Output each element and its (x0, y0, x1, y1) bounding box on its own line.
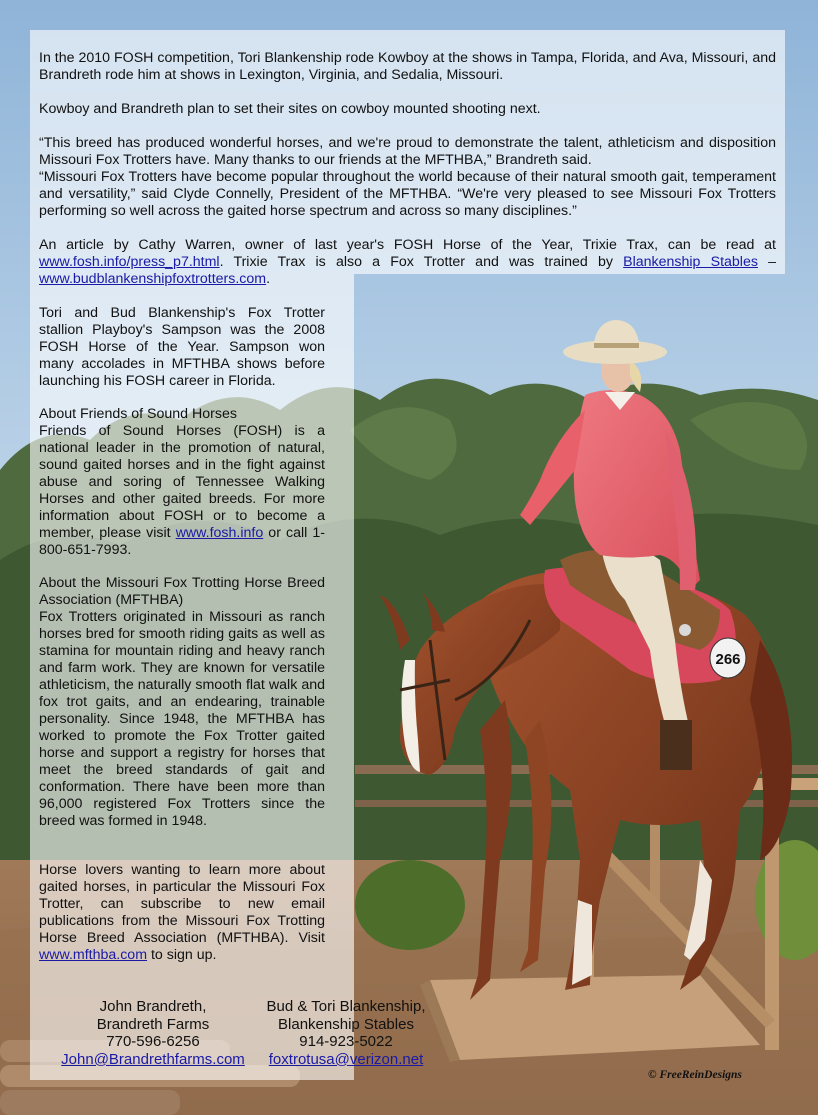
heading-about-mfthba: About the Missouri Fox Trotting Horse Breed Association (MFTHBA) (39, 575, 325, 608)
paragraph-fosh-competition: In the 2010 FOSH competition, Tori Blankenship rode Kowboy at the shows in Tampa, Florida, and Ava, Missouri, and Brandreth rode him at shows in Lexington, Virginia, and Sedalia, Missouri. (39, 50, 776, 83)
paragraph-brandreth-quote: “This breed has produced wonderful horses, and we're proud to demonstrate the talent, athleticism and disposition Missouri Fox Trotters have. Many thanks to our friends at the MFTHBA,” Brandreth said. (39, 135, 776, 168)
contact-org: Blankenship Stables (278, 1015, 414, 1033)
contact-brandreth (32, 998, 274, 1068)
contact-name: Bud & Tori Blankenship, (266, 998, 426, 1015)
link-blankenship-stables[interactable]: Blankenship Stables (623, 254, 758, 270)
paragraph-about-mfthba: Fox Trotters originated in Missouri as ranch horses bred for smooth riding gaits as well as stamina for mountain riding and heavy ranch and farm work. They are known for versatile athleticism, the naturally smooth flat walk and fox trot gaits, and an endearing, trainable personality. Since 1948, the MFTHBA has worked to promote the Fox Trotter gaited horse and support a registry for horses that meet the breed standards of gait and conformation. There have been more than 96,000 registered Fox Trotters since the breed was formed in 1948. (39, 609, 325, 829)
heading-about-fosh: About Friends of Sound Horses (39, 406, 237, 422)
article-text-middle: . Trixie Trax is also a Fox Trotter and was trained by (219, 254, 624, 270)
saddle-number: 266 (715, 651, 741, 668)
article-text-lead: An article by Cathy Warren, owner of last year's FOSH Horse of the Year, Trixie Trax, can be read at (39, 237, 776, 253)
article-text-dash: – (757, 254, 776, 270)
copyright-credit: © FreeReinDesigns (648, 1069, 742, 1081)
contact-email-link[interactable]: foxtrotusa@verizon.net (268, 1050, 424, 1068)
link-mfthba[interactable]: www.mfthba.com (39, 947, 148, 963)
link-budblankenship-foxtrotters[interactable]: www.budblankenshipfoxtrotters.com (39, 271, 267, 287)
contact-org: Brandreth Farms (96, 1015, 210, 1033)
contact-phone: 770-596-6256 (106, 1033, 200, 1051)
contact-phone: 914-923-5022 (299, 1033, 393, 1051)
horse-lovers-tail-text: to sign up. (147, 947, 217, 963)
paragraph-about-fosh (39, 423, 325, 559)
paragraph-cathy-warren-article (39, 237, 776, 288)
link-fosh-press[interactable]: www.fosh.info/press_p7.html (39, 254, 220, 270)
article-text-end: . (266, 271, 271, 287)
horse-lovers-text: Horse lovers wanting to learn more about gaited horses, in particular the Missouri Fox Trotter, can subscribe to new email publications from the Missouri Fox Trotting Horse Breed Association (MFTHBA). Visit (39, 862, 325, 946)
contact-blankenship (246, 998, 446, 1068)
paragraph-connelly-quote: “Missouri Fox Trotters have become popular throughout the world because of their natural smooth gait, temperament and versatility,” said Clyde Connelly, President of the MFTHBA. “We're very pleased to see Missouri Fox Trotters performing so well across the gaited horse spectrum and across so many disciplines.” (39, 169, 776, 219)
paragraph-cowboy-shooting: Kowboy and Brandreth plan to set their sites on cowboy mounted shooting next. (39, 101, 541, 117)
link-fosh-info[interactable]: www.fosh.info (175, 525, 264, 541)
fosh-phone-text: or call 1-800-651-7993. (39, 525, 325, 558)
fosh-body-text: Friends of Sound Horses (FOSH) is a national leader in the promotion of natural, sound gaited horses and in the fight against abuse and soring of Tennessee Walking Horses and other gaited breeds. For more information about FOSH or to become a member, please visit (39, 423, 325, 541)
contact-email-link[interactable]: John@Brandrethfarms.com (61, 1050, 245, 1068)
paragraph-horse-lovers (39, 862, 325, 964)
contact-name: John Brandreth, (99, 998, 207, 1015)
paragraph-playboys-sampson: Tori and Bud Blankenship's Fox Trotter stallion Playboy's Sampson was the 2008 FOSH Horse of the Year. Sampson won many accolades in MFTHBA shows before launching his FOSH career in Florida. (39, 305, 325, 389)
